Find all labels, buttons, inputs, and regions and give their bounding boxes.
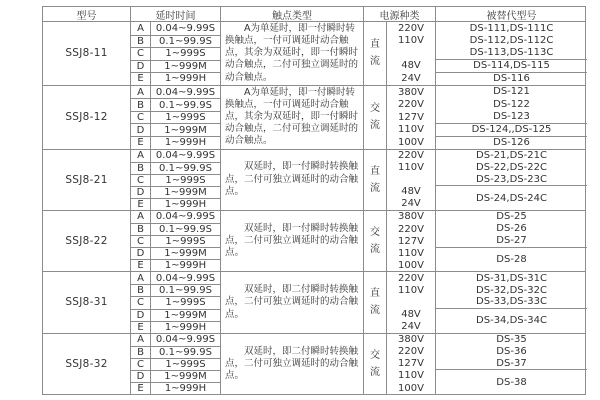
power-kind-label: 直流 [370, 165, 380, 194]
delay-range: 1~999M [151, 309, 221, 321]
voltage-option: 24V [401, 72, 421, 84]
voltage-option: 220V [398, 99, 424, 111]
voltage-option: 48V [401, 60, 421, 72]
spec-letter: A [131, 272, 151, 284]
spec-letter: C [131, 47, 151, 60]
voltage-option: 110V [398, 35, 424, 47]
delay-range: 0.04~9.99S [151, 272, 221, 284]
delay-range: 1~999M [151, 186, 221, 198]
power-kind-cell [364, 272, 387, 332]
replaced-model: DS-126 [436, 136, 587, 149]
voltage-cell [387, 334, 436, 394]
voltage-option: 380V [398, 334, 424, 346]
table-body [43, 22, 585, 394]
contact-type-cell [221, 86, 364, 149]
replaced-model-cell [436, 334, 587, 394]
col-header-replaced-model: 被替代型号 [486, 10, 537, 21]
spec-letter: E [131, 382, 151, 394]
replaced-model: DS-122 [493, 98, 530, 110]
delay-range: 1~999S [151, 47, 221, 60]
spec-letter: B [131, 35, 151, 48]
contact-type-cell [221, 211, 364, 271]
spec-letter: D [131, 309, 151, 321]
replaced-model-group-top [436, 22, 587, 60]
delay-range: 0.1~99.9S [151, 223, 221, 235]
replaced-model: DS-116 [436, 72, 587, 85]
spec-letter: A [131, 211, 151, 223]
delay-range: 0.04~9.99S [151, 211, 221, 223]
replaced-model: DS-121 [493, 86, 530, 98]
voltage-option: 127V [398, 111, 424, 123]
voltage-option: 220V [398, 223, 424, 235]
model-cell: SSJ8-11 [43, 22, 131, 85]
voltage-option: 100V [398, 382, 424, 394]
replaced-model: DS-27 [496, 235, 527, 247]
spec-letter: C [131, 174, 151, 186]
replaced-model: DS-112,DS-112C [469, 35, 554, 47]
voltage-option: 127V [398, 235, 424, 247]
model-cell: SSJ8-31 [43, 272, 131, 332]
voltage-option: 220V [398, 346, 424, 358]
spec-letter: C [131, 111, 151, 124]
replaced-model: DS-24,DS-24C [476, 192, 547, 204]
spec-letter: E [131, 136, 151, 149]
spec-letter: A [131, 22, 151, 35]
replaced-model: DS-28 [496, 253, 527, 265]
replaced-model: DS-25 [496, 211, 527, 223]
col-header-power-kind: 电源种类 [364, 7, 436, 21]
spec-letter: E [131, 198, 151, 210]
voltage-option: 110V [398, 284, 424, 296]
power-kind-label: 交流 [370, 349, 380, 378]
power-kind-label: 交流 [370, 227, 380, 256]
replaced-model: DS-38 [496, 376, 527, 388]
voltage-cell [387, 272, 436, 332]
replaced-model-group-bottom [436, 60, 587, 85]
contact-type-cell [221, 22, 364, 85]
delay-range: 1~999S [151, 358, 221, 370]
model-row-group [43, 22, 585, 86]
voltage-option: 380V [398, 211, 424, 223]
voltage-option: 380V [398, 86, 424, 98]
spec-letter: D [131, 60, 151, 73]
replaced-model: DS-111,DS-111C [469, 22, 554, 34]
model-row-group [43, 211, 585, 272]
model-row-group [43, 272, 585, 333]
voltage-option: 24V [401, 321, 421, 333]
model-cell: SSJ8-12 [43, 86, 131, 149]
spec-letter: A [131, 334, 151, 346]
delay-range: 1~999M [151, 123, 221, 136]
voltage-option: 24V [401, 198, 421, 210]
delay-range: 0.04~9.99S [151, 86, 221, 99]
spec-letter: D [131, 123, 151, 136]
contact-description: A为单延时，即一付瞬时转换触点，一付可调延时动合触点，其余为双延时，即一付瞬时动合触点，二付可独立调延时的动合触点。 [225, 86, 359, 147]
replaced-model: DS-31,DS-31C [476, 272, 547, 284]
replaced-model: DS-33,DS-33C [476, 296, 547, 308]
delay-range: 1~999H [151, 198, 221, 210]
spec-letter: A [131, 150, 151, 162]
delay-range: 0.1~99.9S [151, 284, 221, 296]
col-header-delay-time: 延时时间 [131, 7, 221, 21]
relay-spec-table [42, 6, 586, 395]
replaced-model: DS-23,DS-23C [476, 173, 547, 185]
model-row-group [43, 86, 585, 150]
delay-range: 0.04~9.99S [151, 150, 221, 162]
replaced-model-cell [436, 22, 587, 85]
contact-type-cell [221, 150, 364, 210]
spec-letter: B [131, 98, 151, 111]
delay-range: 1~999H [151, 382, 221, 394]
spec-letter: E [131, 72, 151, 85]
replaced-model-group-top [436, 86, 587, 124]
voltage-cell [387, 211, 436, 271]
replaced-model: DS-113,DS-113C [469, 47, 554, 59]
voltage-option [387, 174, 435, 186]
replaced-model-cell [436, 86, 587, 149]
spec-letter: B [131, 162, 151, 174]
voltage-option: 100V [398, 136, 424, 148]
replaced-model-group-bottom [436, 309, 587, 333]
replaced-model-group-top [436, 272, 587, 309]
spec-letter: D [131, 186, 151, 198]
delay-range: 0.1~99.9S [151, 346, 221, 358]
replaced-model-group-top [436, 334, 587, 371]
power-kind-cell [364, 211, 387, 271]
replaced-model-group-bottom [436, 186, 587, 210]
power-kind-cell [364, 22, 387, 85]
power-kind-label: 直流 [370, 288, 380, 317]
voltage-option: 48V [401, 309, 421, 321]
delay-range: 0.04~9.99S [151, 22, 221, 35]
delay-range: 0.04~9.99S [151, 334, 221, 346]
replaced-model-group-bottom [436, 248, 587, 272]
spec-letter: A [131, 86, 151, 99]
delay-range: 1~999H [151, 136, 221, 149]
voltage-option: 110V [398, 124, 424, 136]
replaced-model-cell [436, 272, 587, 332]
spec-letter: B [131, 284, 151, 296]
replaced-model: DS-114,DS-115 [473, 60, 550, 72]
voltage-option [387, 47, 435, 60]
model-row-group [43, 150, 585, 211]
spec-letter: C [131, 235, 151, 247]
replaced-model: DS-26 [496, 223, 527, 235]
spec-letter: B [131, 223, 151, 235]
replaced-model-cell [436, 211, 587, 271]
replaced-model: DS-124,,DS-125 [471, 124, 552, 136]
replaced-model: DS-21,DS-21C [476, 149, 547, 161]
replaced-model-group-top [436, 211, 587, 248]
replaced-model: DS-36 [496, 345, 527, 357]
power-kind-cell [364, 334, 387, 394]
replaced-model: DS-35 [496, 334, 527, 346]
delay-range: 1~999H [151, 72, 221, 85]
contact-description: 双延时，即二付瞬时转换触点，二付可独立调延时的动合触点。 [225, 284, 359, 320]
delay-range: 0.1~99.9S [151, 162, 221, 174]
replaced-model: DS-32,DS-32C [476, 284, 547, 296]
contact-description: 双延时，即二付瞬时转换触点，二付可独立调延时的动合触点。 [225, 345, 359, 381]
power-kind-label: 交流 [370, 103, 380, 132]
delay-range: 1~999H [151, 321, 221, 333]
power-kind-cell [364, 150, 387, 210]
contact-description: 双延时，即一付瞬时转换触点，二付可独立调延时的动合触点。 [225, 222, 359, 259]
voltage-option: 127V [398, 358, 424, 370]
spec-letter: D [131, 247, 151, 259]
spec-letter: E [131, 259, 151, 271]
voltage-cell [387, 22, 436, 85]
replaced-model-group-bottom [436, 370, 587, 394]
spec-letter: C [131, 358, 151, 370]
voltage-option: 100V [398, 259, 424, 271]
replaced-model: DS-123 [493, 111, 530, 123]
spec-letter: E [131, 321, 151, 333]
replaced-model-cell [436, 150, 587, 210]
delay-range: 0.1~99.9S [151, 35, 221, 48]
voltage-option: 110V [398, 370, 424, 382]
delay-range: 0.1~99.9S [151, 98, 221, 111]
voltage-option [387, 296, 435, 308]
voltage-cell [387, 150, 436, 210]
contact-type-cell [221, 334, 364, 394]
delay-range: 1~999S [151, 296, 221, 308]
model-row-group [43, 334, 585, 394]
col-header-model: 型号 [43, 7, 131, 21]
voltage-option: 220V [398, 22, 424, 34]
voltage-option: 220V [398, 150, 424, 162]
delay-range: 1~999H [151, 259, 221, 271]
delay-range: 1~999M [151, 60, 221, 73]
power-kind-label: 直流 [370, 39, 380, 68]
voltage-option: 220V [398, 272, 424, 284]
voltage-cell [387, 86, 436, 149]
model-cell: SSJ8-32 [43, 334, 131, 394]
delay-range: 1~999M [151, 247, 221, 259]
voltage-option: 110V [398, 247, 424, 259]
model-cell: SSJ8-21 [43, 150, 131, 210]
voltage-option: 110V [398, 162, 424, 174]
delay-range: 1~999S [151, 235, 221, 247]
contact-type-cell [221, 272, 364, 332]
replaced-model-group-bottom [436, 124, 587, 149]
col-header-contact-type: 触点类型 [221, 7, 364, 21]
contact-description: 双延时，即一付瞬时转换触点，二付可独立调延时的动合触点。 [225, 161, 359, 197]
replaced-model: DS-34,DS-34C [476, 315, 547, 327]
spec-letter: D [131, 370, 151, 382]
delay-range: 1~999S [151, 174, 221, 186]
spec-letter: B [131, 346, 151, 358]
contact-description: A为单延时，即一付瞬时转换触点，一付可调延时动合触点，其余为双延时，即一付瞬时动合触点，二付可独立调延时的动合触点。 [225, 23, 359, 83]
delay-range: 1~999M [151, 370, 221, 382]
replaced-model-group-top [436, 150, 587, 187]
table-header-row [43, 7, 585, 22]
spec-letter: C [131, 296, 151, 308]
replaced-model: DS-37 [496, 357, 527, 369]
replaced-model: DS-22,DS-22C [476, 161, 547, 173]
delay-range: 1~999S [151, 111, 221, 124]
power-kind-cell [364, 86, 387, 149]
voltage-option: 48V [401, 186, 421, 198]
model-cell: SSJ8-22 [43, 211, 131, 271]
